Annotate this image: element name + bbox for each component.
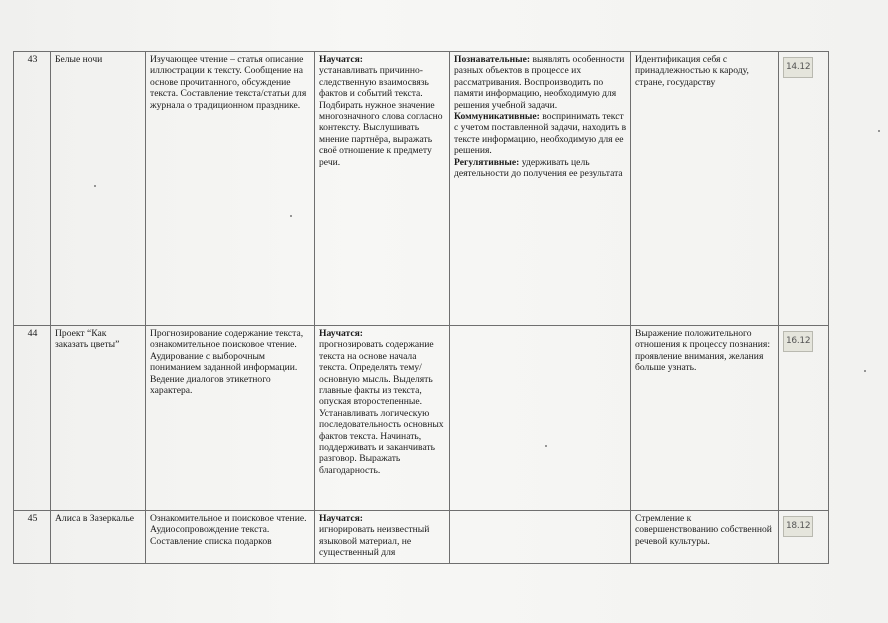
subject-heading: Научатся: — [319, 513, 364, 524]
meta-item-communicative — [454, 111, 627, 157]
lesson-number: 45 — [14, 511, 51, 564]
date-cell — [779, 52, 829, 326]
lesson-topic: Алиса в Зазеркалье — [51, 511, 146, 564]
meta-label: Регулятивные: — [454, 156, 520, 168]
subject-text: устанавливать причинно-следственную взаимосвязь фактов и событий текста. Подбирать нужное значение многозначного слова согласно контексту. Выслушивать мнение партнёра, выражать своё отношение к предмету речи. — [319, 65, 443, 168]
meta-text: удерживать цель деятельности до получения ее результата — [454, 156, 623, 180]
meta-text: выявлять особенности разных объектов в процессе их рассматривания. Воспроизводить по памяти информацию, необходимую для решения учебной задачи. — [454, 54, 625, 111]
lesson-topic: Проект “Как заказать цветы” — [51, 326, 146, 511]
scan-speck — [878, 130, 880, 132]
subject-heading: Научатся: — [319, 328, 364, 339]
table-row — [14, 326, 829, 511]
subject-text: прогнозировать содержание текста на основе начала текста. Определять тему/основную мысль. Выделять главные факты из текста, опуская второстепенные. Устанавливать логическую последовательность основных фактов текста. Начинать, поддерживать и заканчивать разговор. Выражать благодарность. — [319, 339, 444, 476]
subject-results — [315, 326, 450, 511]
subject-results — [315, 52, 450, 326]
handwritten-date: 18.12 — [783, 516, 813, 537]
scan-speck — [864, 370, 866, 372]
handwritten-date: 16.12 — [783, 331, 813, 352]
subject-heading: Научатся: — [319, 54, 364, 65]
date-cell — [779, 511, 829, 564]
lesson-activities: Ознакомительное и поисковое чтение. Аудиосопровождение текста. Составление списка подарков — [146, 511, 315, 564]
table-row — [14, 52, 829, 326]
meta-item-regulatory — [454, 157, 627, 180]
lesson-activities: Изучающее чтение – статья описание иллюстрации к тексту. Сообщение на основе прочитанного, обсуждение текста. Составление текста/статьи для журнала о традиционном празднике. — [146, 52, 315, 326]
meta-results — [450, 326, 631, 511]
personal-results: Выражение положительного отношения к процессу познания: проявление внимания, желания больше узнать. — [631, 326, 779, 511]
lesson-topic: Белые ночи — [51, 52, 146, 326]
meta-label: Коммуникативные: — [454, 111, 540, 123]
meta-results — [450, 511, 631, 564]
meta-item-cognitive — [454, 54, 627, 111]
meta-label: Познавательные: — [454, 54, 531, 65]
table-row — [14, 511, 829, 564]
subject-results — [315, 511, 450, 564]
meta-results — [450, 52, 631, 326]
handwritten-date: 14.12 — [783, 57, 813, 78]
lesson-number: 44 — [14, 326, 51, 511]
personal-results: Идентификация себя с принадлежностью к кароду, стране, государству — [631, 52, 779, 326]
date-cell — [779, 326, 829, 511]
lesson-activities: Прогнозирование содержание текста, ознакомительное поисковое чтение. Аудирование с выборочным пониманием заданной информации. Ведение диалогов этикетного характера. — [146, 326, 315, 511]
lesson-plan-table — [13, 51, 829, 564]
personal-results: Стремление к совершенствованию собственной речевой культуры. — [631, 511, 779, 564]
lesson-number: 43 — [14, 52, 51, 326]
subject-text: игнорировать неизвестный языковой материал, не существенный для — [319, 524, 430, 559]
meta-text: воспринимать текст с учетом поставленной задачи, находить в тексте информацию, необходимую для ее решения. — [454, 111, 627, 157]
